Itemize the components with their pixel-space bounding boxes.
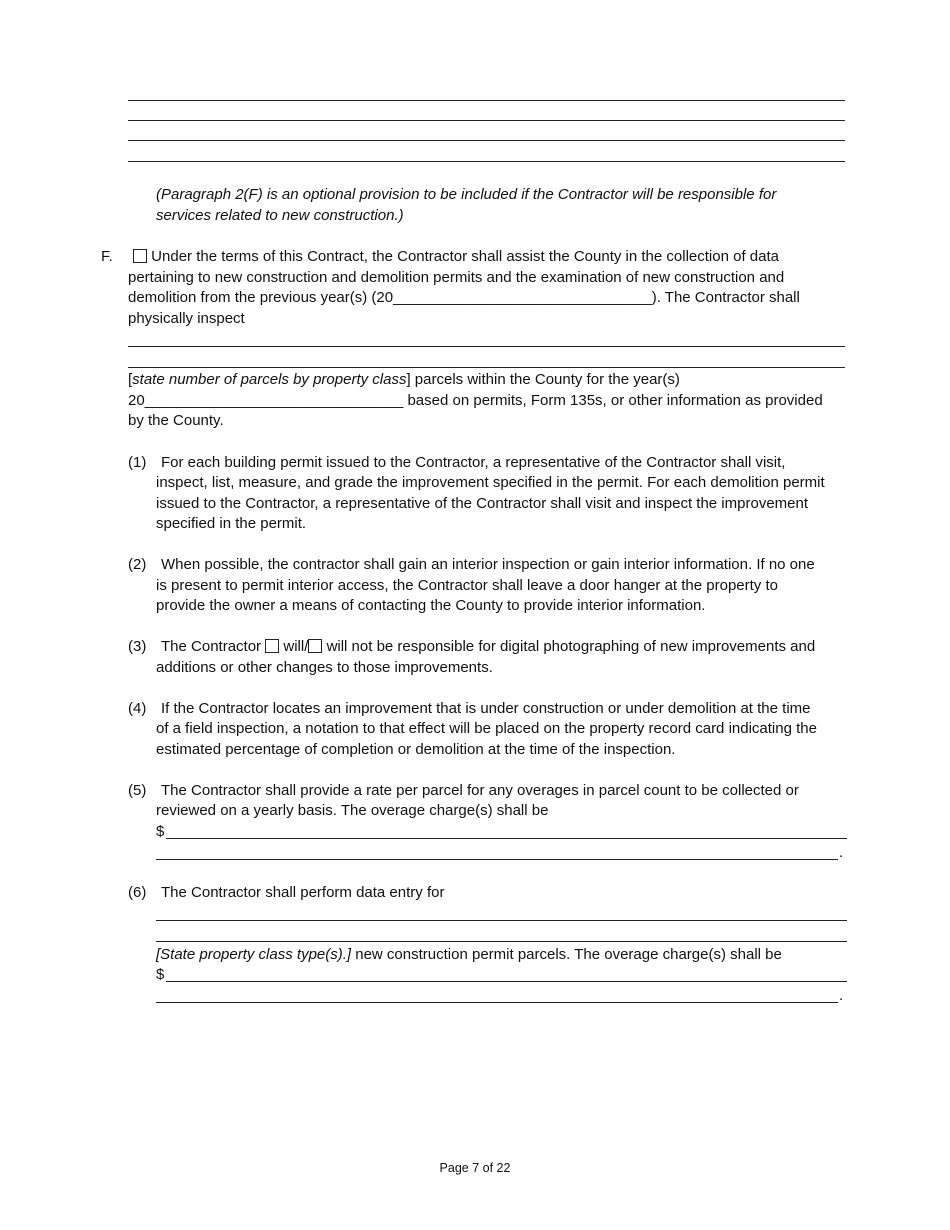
will-checkbox[interactable] [265,639,279,653]
item-3-line-2: additions or other changes to those improvements. [156,659,493,676]
item-1-line: inspect, list, measure, and grade the improvement specified in the permit. For each demolition permit [156,474,825,491]
item-1-line: specified in the permit. [156,515,307,532]
blank-line [128,100,845,101]
item-6-rest: new construction permit parcels. The overage charge(s) shall be [351,946,782,963]
item-number: (3) [128,638,147,655]
section-letter: F. [101,248,113,265]
item-number: (1) [128,454,147,471]
blank-line [128,120,845,121]
year-line: 20_______________________________ based on permits, Form 135s, or other information as provided [128,392,823,409]
item-5-line: The Contractor shall provide a rate per parcel for any overages in parcel count to be collected or [161,782,799,799]
item-6-line-2 [156,945,782,966]
item-4-line: If the Contractor locates an improvement that is under construction or under demolition at the time [161,700,811,717]
blank-line [156,1002,838,1003]
page-number: Page 7 of 22 [439,1161,511,1175]
parcels-line: [state number of parcels by property class] parcels within the County for the year(s) [128,371,680,388]
parcels-text: ] parcels within the County for the year(s) [406,371,680,388]
item-1-line: For each building permit issued to the Contractor, a representative of the Contractor shall visit, [161,454,786,471]
item-3-will: will/ [283,638,309,655]
item-number: (2) [128,556,147,573]
item-3-post: will not be responsible for digital photographing of new improvements and [326,638,816,655]
property-class-placeholder: [State property class type(s).] [156,946,352,963]
item-number: (5) [128,782,147,799]
item-2-line: is present to permit interior access, the Contractor shall leave a door hanger at the property to [156,577,778,594]
parcels-placeholder: state number of parcels by property class [132,371,407,388]
blank-line [156,920,847,921]
item-6-line: The Contractor shall perform data entry for [161,884,445,901]
section-f-checkbox[interactable] [133,249,147,263]
item-4-line: estimated percentage of completion or demolition at the time of the inspection. [156,741,676,758]
blank-line [128,346,845,347]
blank-line [128,367,845,368]
section-f-text-1: Under the terms of this Contract, the Contractor shall assist the County in the collection of data [151,248,779,265]
section-f-line-2: pertaining to new construction and demolition permits and the examination of new construction and [128,269,785,286]
item-number: (4) [128,700,147,717]
item-3-pre: The Contractor [161,638,262,655]
item-2-line: When possible, the contractor shall gain an interior inspection or gain interior information. If no one [161,556,815,573]
period: . [839,844,844,861]
dollar-sign: $ [156,966,165,983]
item-2-line: provide the owner a means of contacting the County to provide interior information. [156,597,706,614]
item-4-line: of a field inspection, a notation to that effect will be placed on the property record card indicating the [156,720,817,737]
will-not-checkbox[interactable] [308,639,322,653]
blank-line [156,941,847,942]
blank-line [166,838,847,839]
period: . [839,987,844,1004]
blank-line [128,161,845,162]
section-f-line-4: physically inspect [128,310,245,327]
dollar-sign: $ [156,823,165,840]
county-line: by the County. [128,412,224,429]
optional-provision-note: (Paragraph 2(F) is an optional provision to be included if the Contractor will be responsible for services related to new construction.) [156,186,777,224]
blank-line [166,981,847,982]
item-number: (6) [128,884,147,901]
blank-line [156,859,838,860]
item-5-line: reviewed on a yearly basis. The overage charge(s) shall be [156,802,549,819]
item-1-line: issued to the Contractor, a representative of the Contractor shall visit and inspect the improvement [156,495,809,512]
item-3-line [161,637,815,658]
section-f-line-1 [133,247,779,268]
blank-line [128,140,845,141]
section-f-line-3: demolition from the previous year(s) (20_______________________________). The Contractor shall [128,289,800,306]
